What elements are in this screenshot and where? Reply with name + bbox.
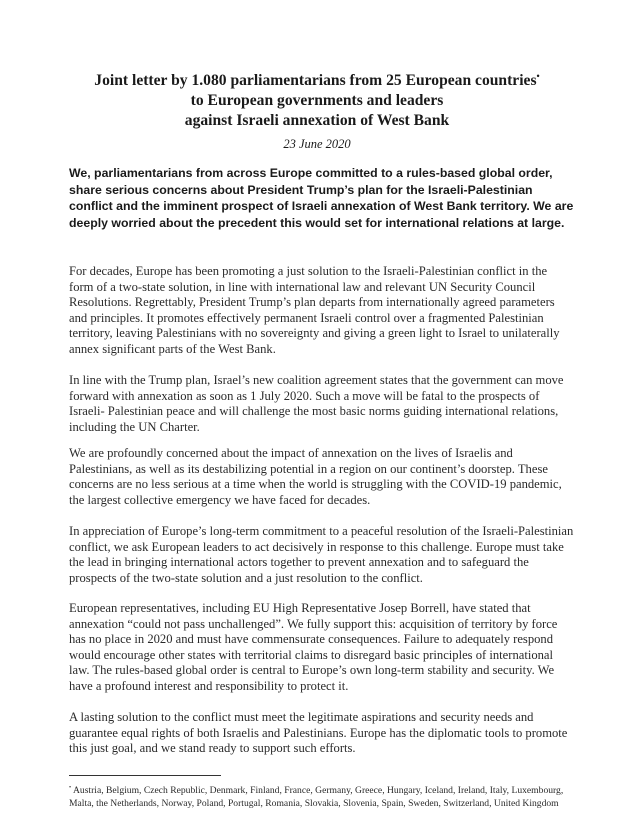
footnote-divider (69, 775, 221, 776)
footnote-text: Austria, Belgium, Czech Republic, Denmark, Finland, France, Germany, Greece, Hungary, Iceland, Ireland, Italy, Luxembourg, Malta, the Netherlands, Norway, Poland, Portugal, Romania, Slovakia, Slovenia, Spain, Sweden, Switzerland, United Kingdom (69, 785, 564, 810)
footnote-marker-ref: • (69, 785, 72, 791)
body-paragraph-2: In line with the Trump plan, Israel’s new coalition agreement states that the government can move forward with annexation as soon as 1 July 2020. Such a move will be fatal to the prospects of Israeli- Palestinian peace and will challenge the most basic norms guiding international relations, including the UN Charter. (69, 373, 564, 434)
letter-date: 23 June 2020 (283, 137, 351, 151)
footnote (69, 782, 574, 811)
body-paragraph-4: In appreciation of Europe’s long-term commitment to a peaceful resolution of the Israeli-Palestinian conflict, we ask European leaders to act decisively in response to this challenge. Europe must take the lead in bringing international actors together to prevent annexation and to safeguard the prospects of the two-state solution and a just resolution to the conflict. (69, 524, 574, 585)
letter-title (60, 66, 574, 131)
body-paragraph-1: For decades, Europe has been promoting a just solution to the Israeli-Palestinian conflict in the form of a two-state solution, in line with international law and relevant UN Security Council Resolutions. Regrettably, President Trump’s plan departs from internationally agreed parameters and principles. It promotes effectively permanent Israeli control over a fragmented Palestinian territory, leaving Palestinians with no sovereignty and giving a green light to Israel to unilaterally annex significant parts of the West Bank. (69, 264, 560, 356)
title-line-3: against Israeli annexation of West Bank (184, 112, 450, 130)
intro-paragraph: We, parliamentarians from across Europe committed to a rules-based global order, share serious concerns about President Trump’s plan for the Israeli-Palestinian conflict and the imminent prospect of Israeli annexation of West Bank territory. We are deeply worried about the precedent this would set for international relations at large. (69, 166, 574, 230)
footnote-marker: • (536, 71, 540, 81)
title-line-2: to European governments and leaders (190, 92, 444, 110)
body-paragraph-3: We are profoundly concerned about the impact of annexation on the lives of Israelis and Palestinians, as well as its destabilizing potential in a region on our continent’s doorstep. These concerns are no less serious at a time when the world is struggling with the COVID-19 pandemic, the largest collective emergency we have faced for decades. (69, 446, 562, 507)
title-line-1: Joint letter by 1.080 parliamentarians from 25 European countries (94, 72, 537, 90)
body-paragraph-6: A lasting solution to the conflict must meet the legitimate aspirations and security needs and guarantee equal rights of both Israelis and Palestinians. Europe has the diplomatic tools to promote this just goal, and we stand ready to support such efforts. (69, 710, 568, 756)
body-paragraph-5: European representatives, including EU High Representative Josep Borrell, have stated that annexation “could not pass unchallenged”. We fully support this: acquisition of territory by force has no place in 2020 and must have commensurate consequences. Failure to adequately respond would encourage other states with territorial claims to disregard basic principles of international law. The rules-based global order is central to Europe’s own long-term stability and security. We have a profound interest and responsibility to protect it. (69, 601, 558, 693)
